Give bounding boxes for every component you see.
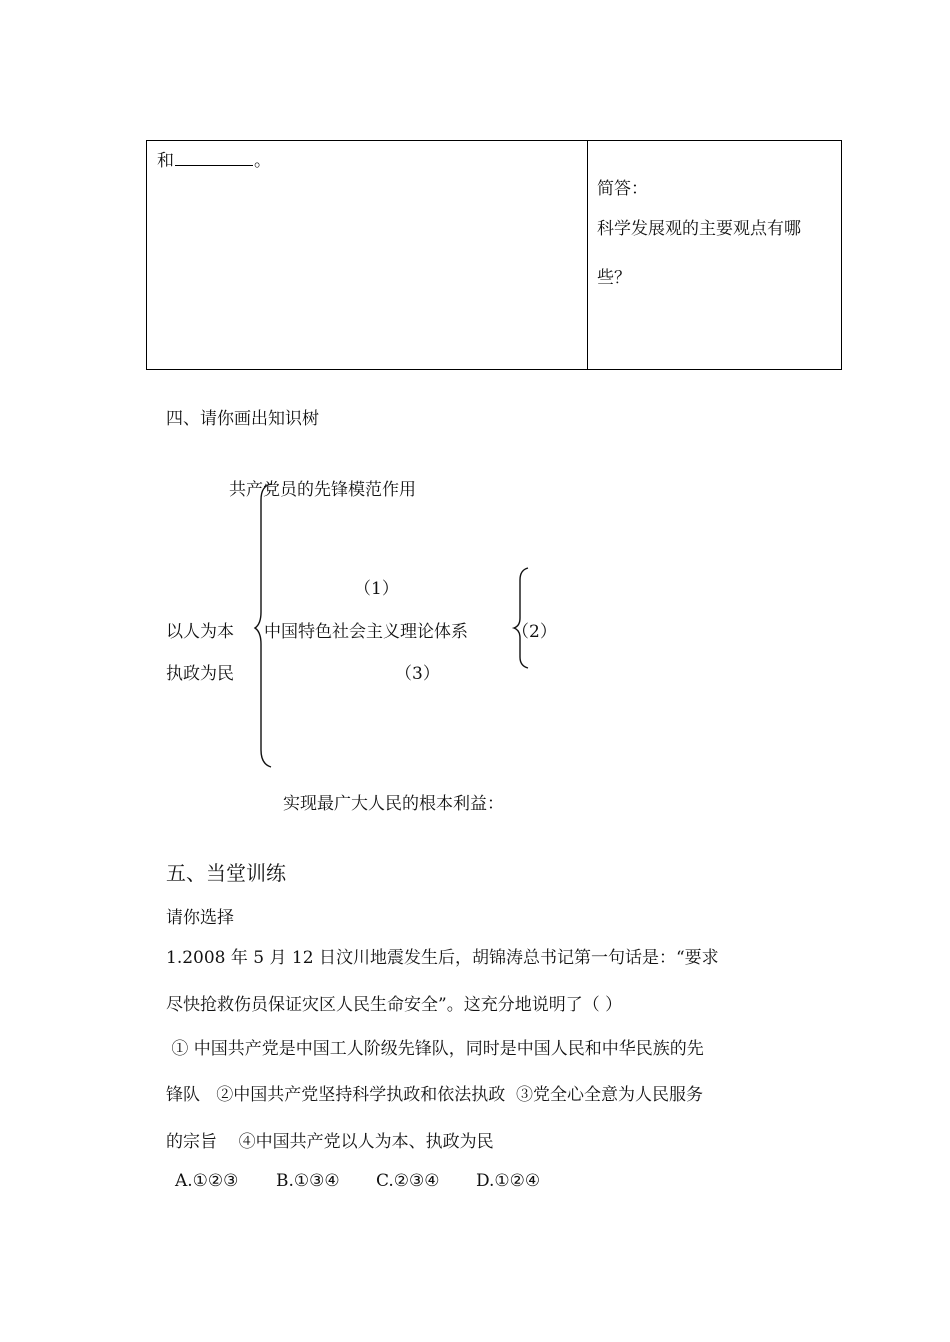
tree-item-1: （1） [354,579,399,599]
option-line2: 锋队 ②中国共产党坚持科学执政和依法执政 ③党全心全意为人民服务 [166,1085,704,1105]
tree-root-line2: 执政为民 [166,664,234,684]
tree-item-3: （3） [395,664,440,684]
choice-a[interactable]: A.①②③ [175,1171,239,1191]
short-answer-question-line1: 科学发展观的主要观点有哪 [597,219,801,239]
blank-suffix: 。 [254,151,271,171]
option-line1: ① 中国共产党是中国工人阶级先锋队，同时是中国人民和中华民族的先 [166,1039,704,1059]
tree-middle-item: 中国特色社会主义理论体系 [264,622,468,642]
tree-item-2: （2） [512,622,557,642]
question-line2: 尽快抢救伤员保证灾区人民生命安全”。这充分地说明了（ ） [166,995,623,1015]
tree-bottom-item: 实现最广大人民的根本利益： [283,794,504,814]
short-answer-question-line2: 些？ [597,268,631,288]
short-answer-label: 简答： [597,179,648,199]
tree-top-item: 共产党员的先锋模范作用 [229,480,416,500]
section5-subheading: 请你选择 [166,908,234,928]
question-line1: 1.2008 年 5 月 12 日汶川地震发生后，胡锦涛总书记第一句话是：“要求 [166,948,719,968]
blank-prefix: 和 [157,151,174,171]
option-line3: 的宗旨 ④中国共产党以人为本、执政为民 [166,1132,494,1152]
small-brace [514,568,528,668]
section5-heading: 五、当堂训练 [166,861,286,885]
choice-c[interactable]: C.②③④ [376,1171,440,1191]
tree-root-line1: 以人为本 [166,622,234,642]
section4-heading: 四、请你画出知识树 [166,409,319,429]
choice-b[interactable]: B.①③④ [276,1171,340,1191]
choice-d[interactable]: D.①②④ [476,1171,541,1191]
large-brace [255,484,271,767]
